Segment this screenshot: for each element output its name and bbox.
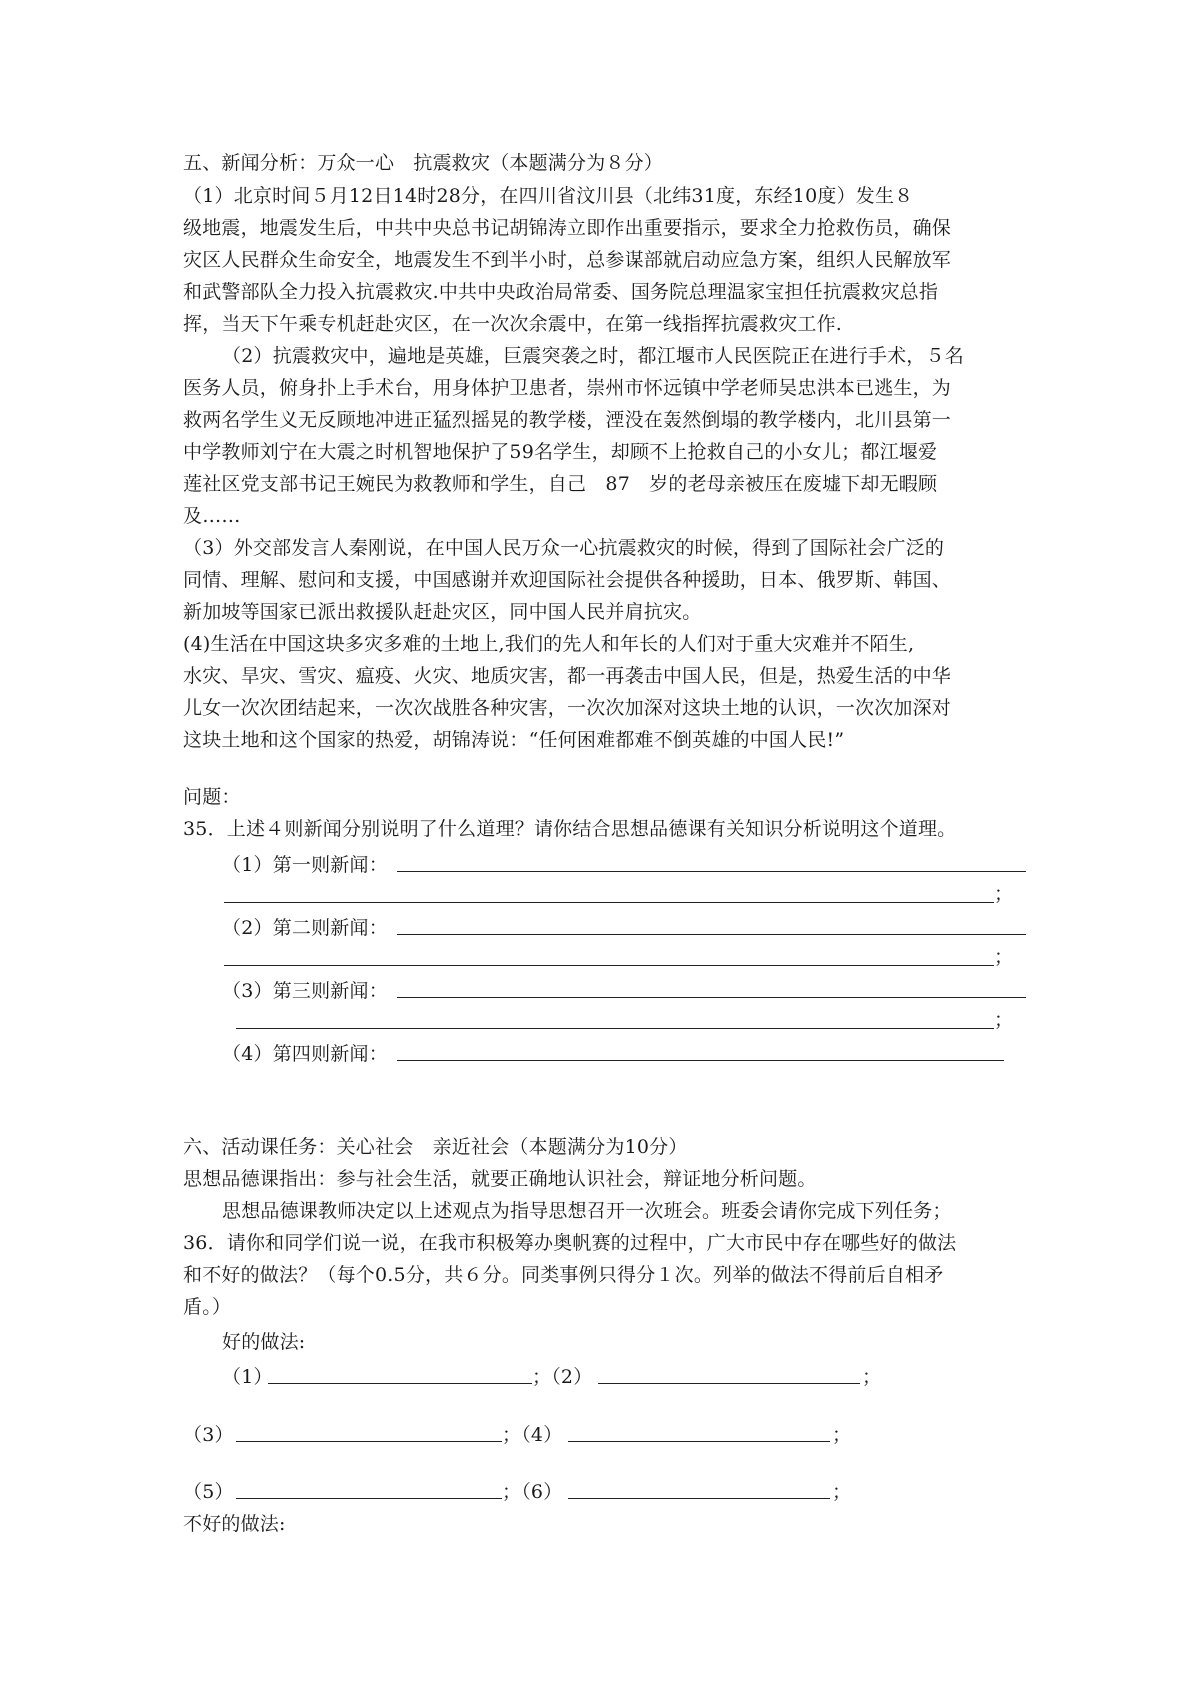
item-3-blank[interactable]	[236, 1423, 502, 1442]
question-36: 盾。）	[183, 1296, 232, 1318]
answer-2-blank-cont[interactable]	[224, 947, 994, 966]
answer-2-blank[interactable]	[397, 916, 1026, 935]
good-practices-label: 好的做法:	[222, 1331, 306, 1353]
answer-3-blank[interactable]	[397, 979, 1026, 998]
answer-4-blank[interactable]	[397, 1042, 1004, 1061]
question-36: 和不好的做法？（每个0.5分，共６分。同类事例只得分１次。列举的做法不得前后自相矛	[183, 1264, 944, 1286]
news2-line: 及……	[183, 505, 241, 527]
semicolon: ；	[994, 946, 1014, 968]
item-5-blank[interactable]	[236, 1480, 502, 1499]
item-1-blank[interactable]	[268, 1365, 532, 1384]
section6-task: 思想品德课教师决定以上述观点为指导思想召开一次班会。班委会请你完成下列任务；	[222, 1200, 952, 1222]
item-6-blank[interactable]	[568, 1480, 830, 1499]
section6-title: 六、活动课任务：关心社会 亲近社会（本题满分为10分）	[183, 1136, 688, 1158]
answer-4-label: （4）第四则新闻：	[222, 1043, 388, 1065]
news1-line: 级地震，地震发生后，中共中央总书记胡锦涛立即作出重要指示，要求全力抢救伤员，确保	[183, 217, 952, 239]
news4-line: 水灾、旱灾、雪灾、瘟疫、火灾、地质灾害，都一再袭击中国人民，但是，热爱生活的中华	[183, 665, 952, 687]
news4-line: (4)生活在中国这块多灾多难的土地上,我们的先人和年长的人们对于重大灾难并不陌生,	[183, 633, 915, 655]
question-35: 35．上述４则新闻分别说明了什么道理？请你结合思想品德课有关知识分析说明这个道理。	[183, 818, 957, 840]
answer-1-blank[interactable]	[397, 853, 1026, 872]
news3-line: 新加坡等国家已派出救援队赶赴灾区，同中国人民并肩抗灾。	[183, 601, 702, 623]
section6-intro: 思想品德课指出：参与社会生活，就要正确地认识社会，辩证地分析问题。	[183, 1168, 817, 1190]
news4-line: 儿女一次次团结起来，一次次战胜各种灾害，一次次加深对这块土地的认识，一次次加深对	[183, 697, 952, 719]
news1-line: 挥，当天下午乘专机赶赴灾区，在一次次余震中，在第一线指挥抗震救灾工作.	[183, 313, 843, 335]
answer-1-label: （1）第一则新闻：	[222, 854, 388, 876]
news2-line: 医务人员，俯身扑上手术台，用身体护卫患者，崇州市怀远镇中学老师吴忠洪本已逃生，为	[183, 377, 952, 399]
news2-line: 救两名学生义无反顾地冲进正猛烈摇晃的教学楼，湮没在轰然倒塌的教学楼内，北川县第一	[183, 409, 952, 431]
item-2-label: ；（2）	[532, 1366, 593, 1388]
answer-3-blank-cont[interactable]	[236, 1010, 994, 1029]
news2-line: 莲社区党支部书记王婉民为救教师和学生，自己 87 岁的老母亲被压在废墟下却无暇顾	[183, 473, 938, 495]
bad-practices-label: 不好的做法:	[183, 1513, 286, 1535]
news1-line: （1）北京时间５月12日14时28分，在四川省汶川县（北纬31度，东经10度）发生８	[183, 185, 914, 207]
section5-title: 五、新闻分析：万众一心 抗震救灾（本题满分为８分）	[183, 152, 664, 174]
news3-line: 同情、理解、慰问和支援，中国感谢并欢迎国际社会提供各种援助，日本、俄罗斯、韩国、	[183, 569, 952, 591]
answer-3-label: （3）第三则新闻：	[222, 980, 388, 1002]
news2-line: 中学教师刘宁在大震之时机智地保护了59名学生，却顾不上抢救自己的小女儿；都江堰爱	[183, 441, 938, 463]
semicolon: ；	[832, 1424, 852, 1446]
semicolon: ；	[832, 1481, 852, 1503]
answer-2-label: （2）第二则新闻：	[222, 917, 388, 939]
item-2-blank[interactable]	[598, 1365, 860, 1384]
answer-1-blank-cont[interactable]	[224, 884, 994, 903]
news1-line: 和武警部队全力投入抗震救灾.中共中央政治局常委、国务院总理温家宝担任抗震救灾总指	[183, 281, 939, 303]
news4-line: 这块土地和这个国家的热爱，胡锦涛说：“任何困难都难不倒英雄的中国人民!”	[183, 729, 845, 751]
news2-line: （2）抗震救灾中，遍地是英雄，巨震突袭之时，都江堰市人民医院正在进行手术，５名	[222, 345, 964, 367]
item-5-label: （5）	[183, 1481, 234, 1503]
item-6-label: ；（6）	[502, 1481, 563, 1503]
news1-line: 灾区人民群众生命安全，地震发生不到半小时，总参谋部就启动应急方案，组织人民解放军	[183, 249, 952, 271]
item-1-label: （1）	[222, 1366, 273, 1388]
semicolon: ；	[862, 1366, 882, 1388]
question-36: 36．请你和同学们说一说，在我市积极筹办奥帆赛的过程中，广大市民中存在哪些好的做法	[183, 1232, 957, 1254]
semicolon: ；	[994, 883, 1014, 905]
question-label: 问题：	[183, 786, 241, 808]
news3-line: （3）外交部发言人秦刚说，在中国人民万众一心抗震救灾的时候，得到了国际社会广泛的	[183, 537, 945, 559]
item-4-label: ；（4）	[502, 1424, 563, 1446]
item-4-blank[interactable]	[568, 1423, 830, 1442]
semicolon: ；	[994, 1009, 1014, 1031]
item-3-label: （3）	[183, 1424, 234, 1446]
